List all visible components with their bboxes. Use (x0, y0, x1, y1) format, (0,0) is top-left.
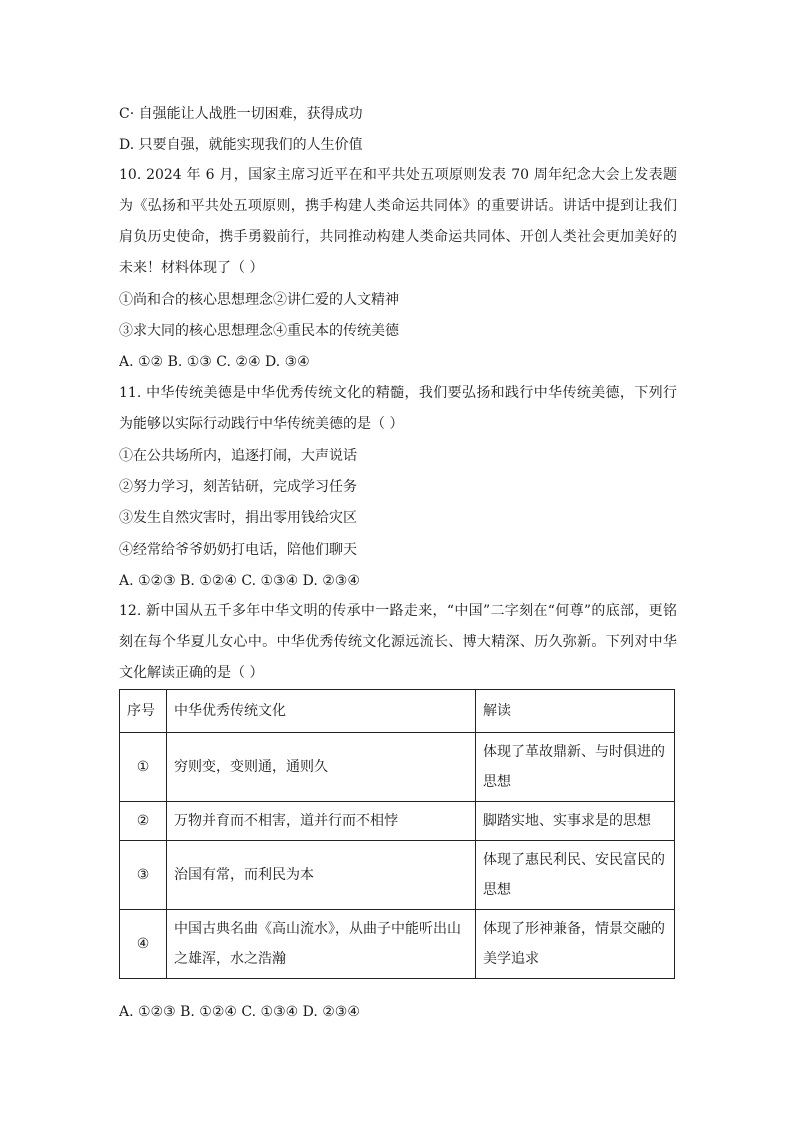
q10-statement-2: ③求大同的核心思想理念④重民本的传统美德 (119, 323, 399, 339)
table-header-interpretation: 解读 (476, 690, 675, 733)
q10-options: A. ①② B. ①③ C. ②④ D. ③④ (119, 354, 310, 370)
q9-option-d: D. 只要自强，就能实现我们的人生价值 (119, 137, 363, 153)
q12-options: A. ①②③ B. ①②④ C. ①③④ D. ②③④ (119, 1004, 360, 1020)
table-header-culture: 中华优秀传统文化 (167, 690, 476, 733)
table-cell-culture: 治国有常，而利民为本 (167, 841, 476, 910)
table-header-index: 序号 (120, 690, 167, 733)
table-row (120, 802, 675, 841)
table-cell-culture: 万物并育而不相害，道并行而不相悖 (167, 802, 476, 841)
table-cell-index: ④ (120, 910, 167, 979)
table-cell-interpretation: 体现了惠民利民、安民富民的思想 (476, 841, 675, 910)
table-cell-index: ② (120, 802, 167, 841)
table-cell-interpretation: 脚踏实地、实事求是的思想 (476, 802, 675, 841)
table-row (120, 733, 675, 802)
table-row (120, 841, 675, 910)
q11-statement-3: ③发生自然灾害时，捐出零用钱给灾区 (119, 510, 357, 526)
table-cell-interpretation: 体现了形神兼备，情景交融的美学追求 (476, 910, 675, 979)
q10-statement-1: ①尚和合的核心思想理念②讲仁爱的人文精神 (119, 292, 399, 308)
q11-stem: 11. 中华传统美德是中华优秀传统文化的精髓，我们要弘扬和践行中华传统美德，下列行为能够以实际行动践行中华传统美德的是（ ） (119, 385, 677, 432)
table-cell-culture: 穷则变，变则通，通则久 (167, 733, 476, 802)
table-header-row (120, 690, 675, 733)
q12-stem: 12. 新中国从五千多年中华文明的传承中一路走来，“中国”二字刻在“何尊”的底部，更铭刻在每个华夏儿女心中。中华优秀传统文化源远流长、博大精深、历久弥新。下列对中华文化解读正确的是（ ） (119, 603, 677, 681)
q9-option-c: C· 自强能让人战胜一切困难，获得成功 (119, 106, 363, 122)
table-cell-interpretation: 体现了革故鼎新、与时俱进的思想 (476, 733, 675, 802)
q11-statement-1: ①在公共场所内，追逐打闹，大声说话 (119, 448, 357, 464)
q11-options: A. ①②③ B. ①②④ C. ①③④ D. ②③④ (119, 573, 360, 589)
table-row (120, 910, 675, 979)
q10-stem: 10. 2024 年 6 月，国家主席习近平在和平共处五项原则发表 70 周年纪念大会上发表题为《弘扬和平共处五项原则，携手构建人类命运共同体》的重要讲话。讲话中提到让我们肩负历史使命，携手勇毅前行，共同推动构建人类命运共同体、开创人类社会更加美好的未来！材料体现了（ ） (119, 167, 677, 276)
q11-statement-2: ②努力学习，刻苦钻研，完成学习任务 (119, 479, 357, 495)
q11-statement-4: ④经常给爷爷奶奶打电话，陪他们聊天 (119, 542, 357, 558)
table-cell-index: ③ (120, 841, 167, 910)
table-cell-index: ① (120, 733, 167, 802)
table-cell-culture: 中国古典名曲《高山流水》，从曲子中能听出山之雄浑，水之浩瀚 (167, 910, 476, 979)
culture-table (119, 689, 675, 979)
